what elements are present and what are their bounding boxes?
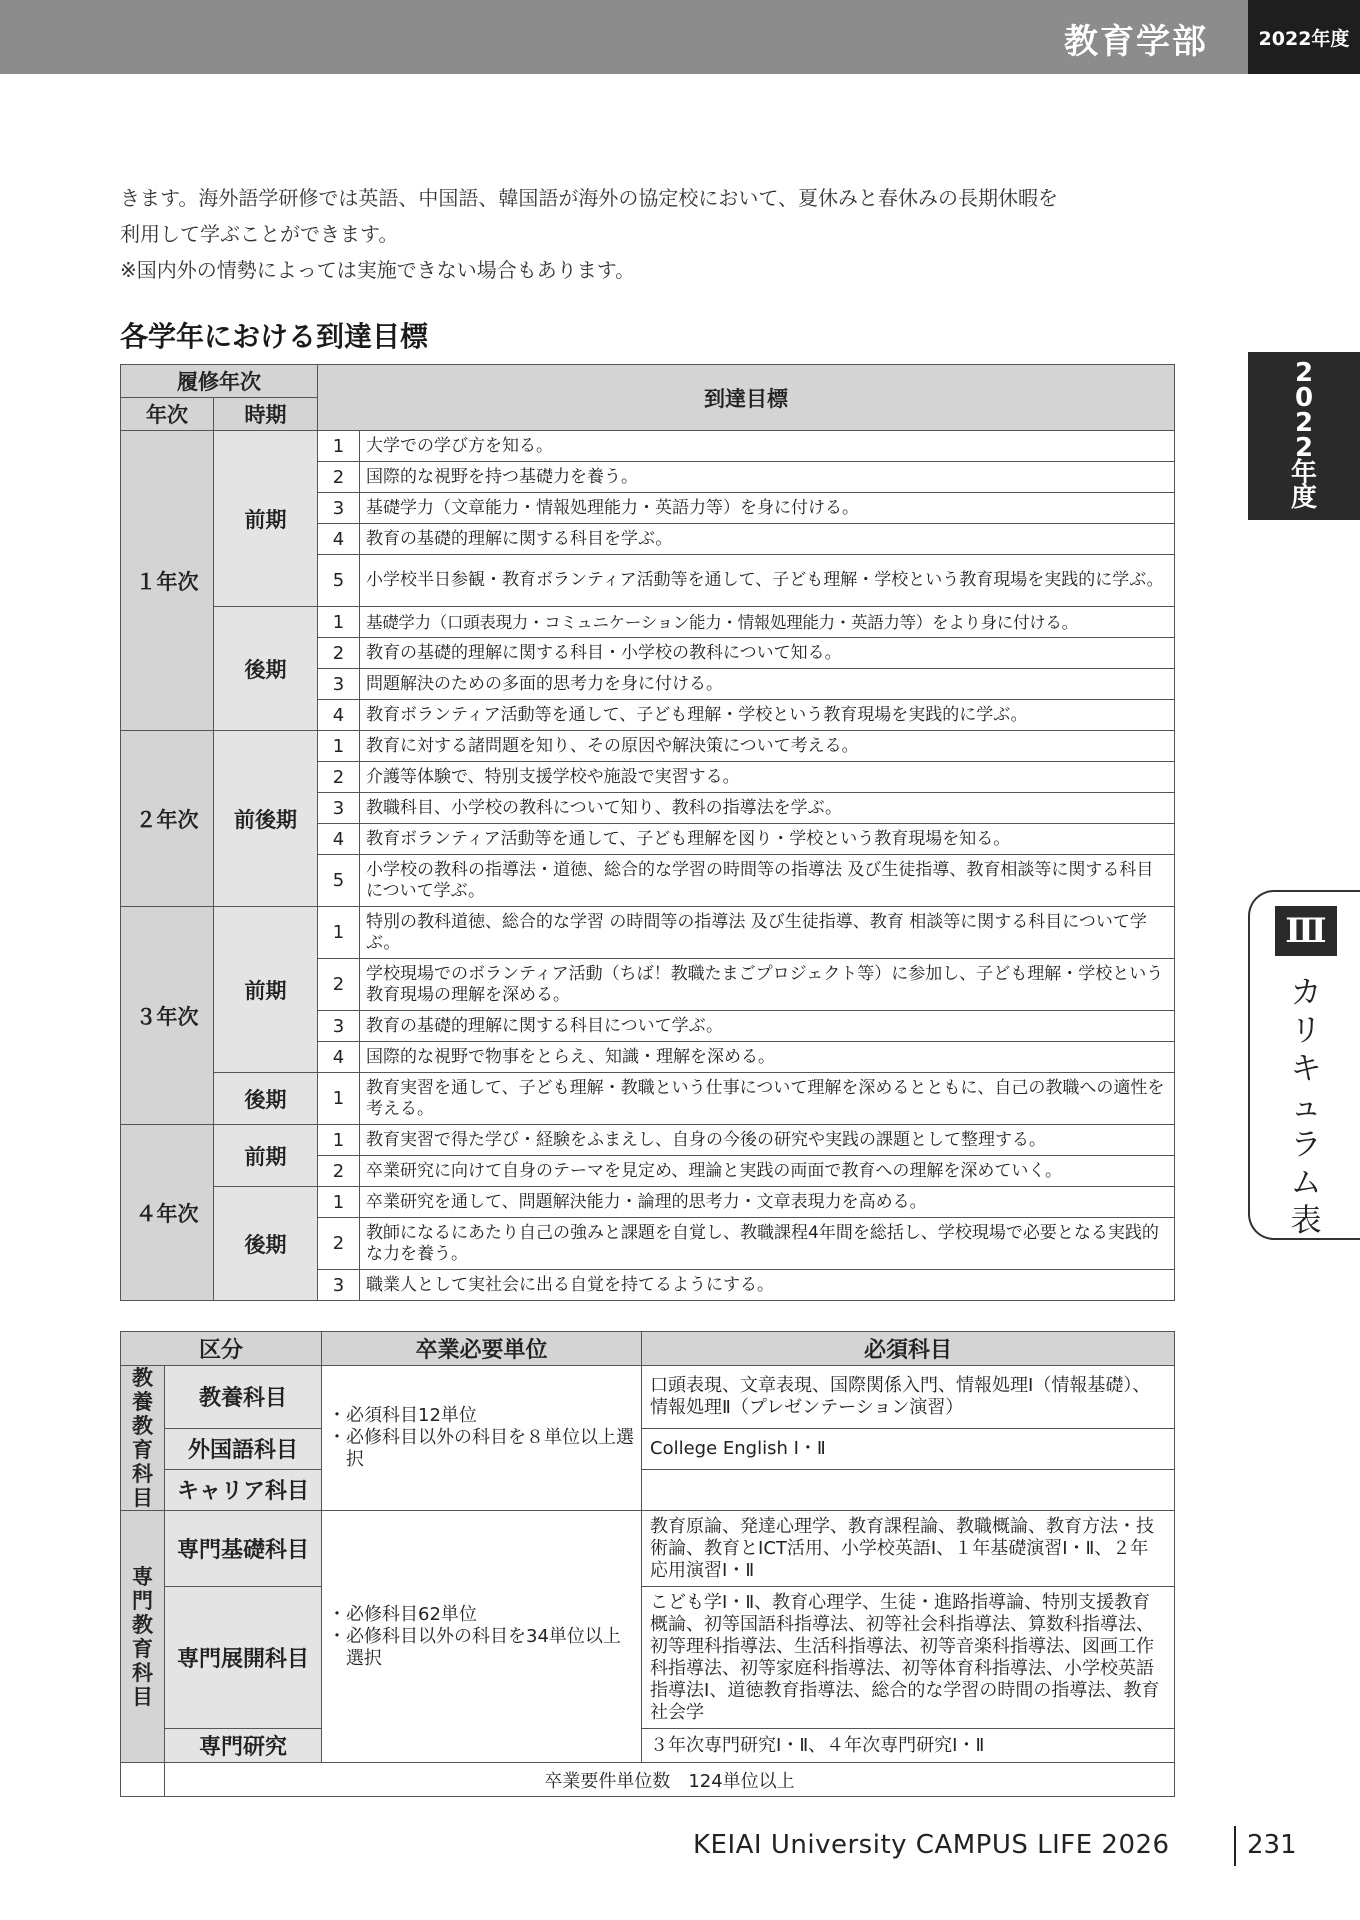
- goal-number: 2: [318, 959, 360, 1011]
- required-subjects: こども学Ⅰ・Ⅱ、教育心理学、生徒・進路指導論、特別支援教育概論、初等国語科指導法、初等社会科指導法、算数科指導法、初等理科指導法、生活科指導法、初等音楽科指導法、図画工作科指導法、初等家庭科指導法、初等体育科指導法、小学校英語指導法Ⅰ、道徳教育指導法、総合的な学習の時間の指導法、教育社会学: [642, 1587, 1175, 1729]
- section-title: 各学年における到達目標: [120, 320, 429, 353]
- intro-line: 利用して学ぶことができます。: [120, 222, 399, 246]
- required-subjects: College English Ⅰ・Ⅱ: [642, 1428, 1175, 1469]
- goal-text: 基礎学力（文章能力・情報処理能力・英語力等）を身に付ける。: [360, 493, 1175, 524]
- goal-text: 問題解決のための多面的思考力を身に付ける。: [360, 669, 1175, 700]
- goal-text: 教育ボランティア活動等を通して、子ども理解を図り・学校という教育現場を知る。: [360, 824, 1175, 855]
- goal-text: 教職科目、小学校の教科について知り、教科の指導法を学ぶ。: [360, 793, 1175, 824]
- goal-number: 3: [318, 793, 360, 824]
- total-units: 卒業要件単位数 124単位以上: [165, 1763, 1175, 1797]
- goal-text: 小学校半日参観・教育ボランティア活動等を通して、子ども理解・学校という教育現場を実践的に学ぶ。: [360, 555, 1175, 607]
- goal-number: 1: [318, 907, 360, 959]
- period-cell: 前後期: [214, 731, 318, 907]
- period-cell: 後期: [214, 607, 318, 731]
- goals-header-goal: 到達目標: [318, 365, 1175, 431]
- year-cell: ４年次: [121, 1125, 214, 1301]
- goal-text: 教育実習で得た学び・経験をふまえし、自身の今後の研究や実践の課題として整理する。: [360, 1125, 1175, 1156]
- side-year-char: 年: [1290, 458, 1317, 488]
- units-header-subjects: 必須科目: [642, 1332, 1175, 1366]
- goal-text: 国際的な視野で物事をとらえ、知識・理解を深める。: [360, 1042, 1175, 1073]
- category-major-education: 専門教育科目: [121, 1511, 165, 1763]
- goals-table: [120, 364, 1175, 1301]
- goal-text: 職業人として実社会に出る自覚を持てるようにする。: [360, 1270, 1175, 1301]
- goal-number: 3: [318, 1011, 360, 1042]
- subcategory-cell: 専門研究: [165, 1729, 322, 1763]
- goal-text: 教育に対する諸問題を知り、その原因や解決策について考える。: [360, 731, 1175, 762]
- period-cell: 後期: [214, 1073, 318, 1125]
- goal-number: 1: [318, 1125, 360, 1156]
- side-year-char: 0: [1294, 383, 1314, 413]
- units-header-category: 区分: [121, 1332, 322, 1366]
- required-subjects: [642, 1469, 1175, 1510]
- chapter-label: カ リ キ ュ ラ ム 表: [1290, 975, 1322, 1239]
- units-header-units: 卒業必要単位: [322, 1332, 642, 1366]
- goal-number: 3: [318, 493, 360, 524]
- goal-text: 教育ボランティア活動等を通して、子ども理解・学校という教育現場を実践的に学ぶ。: [360, 700, 1175, 731]
- required-units-general: ・必須科目12単位 ・必修科目以外の科目を８単位以上選択: [322, 1366, 642, 1511]
- header-bar: [0, 0, 1248, 74]
- goal-number: 5: [318, 555, 360, 607]
- goal-text: 介護等体験で、特別支援学校や施設で実習する。: [360, 762, 1175, 793]
- intro-paragraph: [120, 180, 1180, 288]
- category-general-education: 教養教育科目: [121, 1366, 165, 1511]
- goal-text: 大学での学び方を知る。: [360, 431, 1175, 462]
- footer-divider: [1234, 1826, 1236, 1866]
- goal-number: 3: [318, 669, 360, 700]
- goal-number: 4: [318, 1042, 360, 1073]
- goal-number: 2: [318, 762, 360, 793]
- side-year-char: 2: [1294, 408, 1314, 438]
- subcategory-cell: キャリア科目: [165, 1469, 322, 1510]
- goal-number: 3: [318, 1270, 360, 1301]
- side-year-tab: [1248, 352, 1360, 520]
- required-subjects: 教育原論、発達心理学、教育課程論、教職概論、教育方法・技術論、教育とICT活用、小学校英語Ⅰ、１年基礎演習Ⅰ・Ⅱ、２年応用演習Ⅰ・Ⅱ: [642, 1511, 1175, 1587]
- subcategory-cell: 外国語科目: [165, 1428, 322, 1469]
- side-year-char: 2: [1294, 433, 1314, 463]
- period-cell: 前期: [214, 1125, 318, 1187]
- goal-text: 基礎学力（口頭表現力・コミュニケーション能力・情報処理能力・英語力等）をより身に付ける。: [360, 607, 1175, 638]
- header-year-badge: 2022年度: [1248, 0, 1360, 74]
- goal-text: 教育の基礎的理解に関する科目を学ぶ。: [360, 524, 1175, 555]
- chapter-tab[interactable]: [1248, 890, 1360, 1240]
- required-subjects: 口頭表現、文章表現、国際関係入門、情報処理Ⅰ（情報基礎）、情報処理Ⅱ（プレゼンテーション演習）: [642, 1366, 1175, 1429]
- intro-line: きます。海外語学研修では英語、中国語、韓国語が海外の協定校において、夏休みと春休みの長期休暇を: [120, 186, 1058, 210]
- goal-text: 卒業研究を通して、問題解決能力・論理的思考力・文章表現力を高める。: [360, 1187, 1175, 1218]
- goals-header-group: 履修年次: [121, 365, 318, 398]
- subcategory-cell: 専門基礎科目: [165, 1511, 322, 1587]
- goal-number: 1: [318, 431, 360, 462]
- goals-header-period: 時期: [214, 398, 318, 431]
- goal-text: 教育実習を通して、子ども理解・教職という仕事について理解を深めるとともに、自己の教職への適性を考える。: [360, 1073, 1175, 1125]
- goal-number: 5: [318, 855, 360, 907]
- required-subjects: ３年次専門研究Ⅰ・Ⅱ、４年次専門研究Ⅰ・Ⅱ: [642, 1729, 1175, 1763]
- chapter-number: Ⅲ: [1275, 906, 1337, 956]
- goal-text: 教育の基礎的理解に関する科目について学ぶ。: [360, 1011, 1175, 1042]
- header-title: 教育学部: [1064, 22, 1208, 62]
- goal-text: 特別の教科道徳、総合的な学習 の時間等の指導法 及び生徒指導、教育 相談等に関する科目について学ぶ。: [360, 907, 1175, 959]
- period-cell: 後期: [214, 1187, 318, 1301]
- period-cell: 前期: [214, 907, 318, 1073]
- goal-text: 国際的な視野を持つ基礎力を養う。: [360, 462, 1175, 493]
- goal-number: 4: [318, 700, 360, 731]
- footer-publication: KEIAI University CAMPUS LIFE 2026: [693, 1830, 1170, 1860]
- year-cell: ３年次: [121, 907, 214, 1125]
- goal-number: 1: [318, 731, 360, 762]
- goal-text: 小学校の教科の指導法・道徳、総合的な学習の時間等の指導法 及び生徒指導、教育相談等に関する科目について学ぶ。: [360, 855, 1175, 907]
- blank-cell: [121, 1763, 165, 1797]
- goal-number: 2: [318, 638, 360, 669]
- side-year-char: 2: [1294, 358, 1314, 388]
- year-cell: １年次: [121, 431, 214, 731]
- period-cell: 前期: [214, 431, 318, 607]
- subcategory-cell: 教養科目: [165, 1366, 322, 1429]
- goals-header-year: 年次: [121, 398, 214, 431]
- goal-text: 卒業研究に向けて自身のテーマを見定め、理論と実践の両面で教育への理解を深めていく。: [360, 1156, 1175, 1187]
- goal-number: 2: [318, 1218, 360, 1270]
- year-cell: ２年次: [121, 731, 214, 907]
- goal-number: 4: [318, 524, 360, 555]
- goal-number: 2: [318, 1156, 360, 1187]
- goal-text: 教育の基礎的理解に関する科目・小学校の教科について知る。: [360, 638, 1175, 669]
- goal-text: 学校現場でのボランティア活動（ちば！教職たまごプロジェクト等）に参加し、子ども理解・学校という教育現場の理解を深める。: [360, 959, 1175, 1011]
- goal-number: 4: [318, 824, 360, 855]
- goal-text: 教師になるにあたり自己の強みと課題を自覚し、教職課程4年間を総括し、学校現場で必要となる実践的な力を養う。: [360, 1218, 1175, 1270]
- page-number: 231: [1247, 1830, 1297, 1860]
- goal-number: 2: [318, 462, 360, 493]
- required-units-major: ・必修科目62単位 ・必修科目以外の科目を34単位以上選択: [322, 1511, 642, 1763]
- side-year-char: 度: [1290, 483, 1317, 513]
- goal-number: 1: [318, 1073, 360, 1125]
- intro-line: ※国内外の情勢によっては実施できない場合もあります。: [120, 258, 636, 282]
- goal-number: 1: [318, 607, 360, 638]
- subcategory-cell: 専門展開科目: [165, 1587, 322, 1729]
- goal-number: 1: [318, 1187, 360, 1218]
- graduation-units-table: [120, 1331, 1175, 1797]
